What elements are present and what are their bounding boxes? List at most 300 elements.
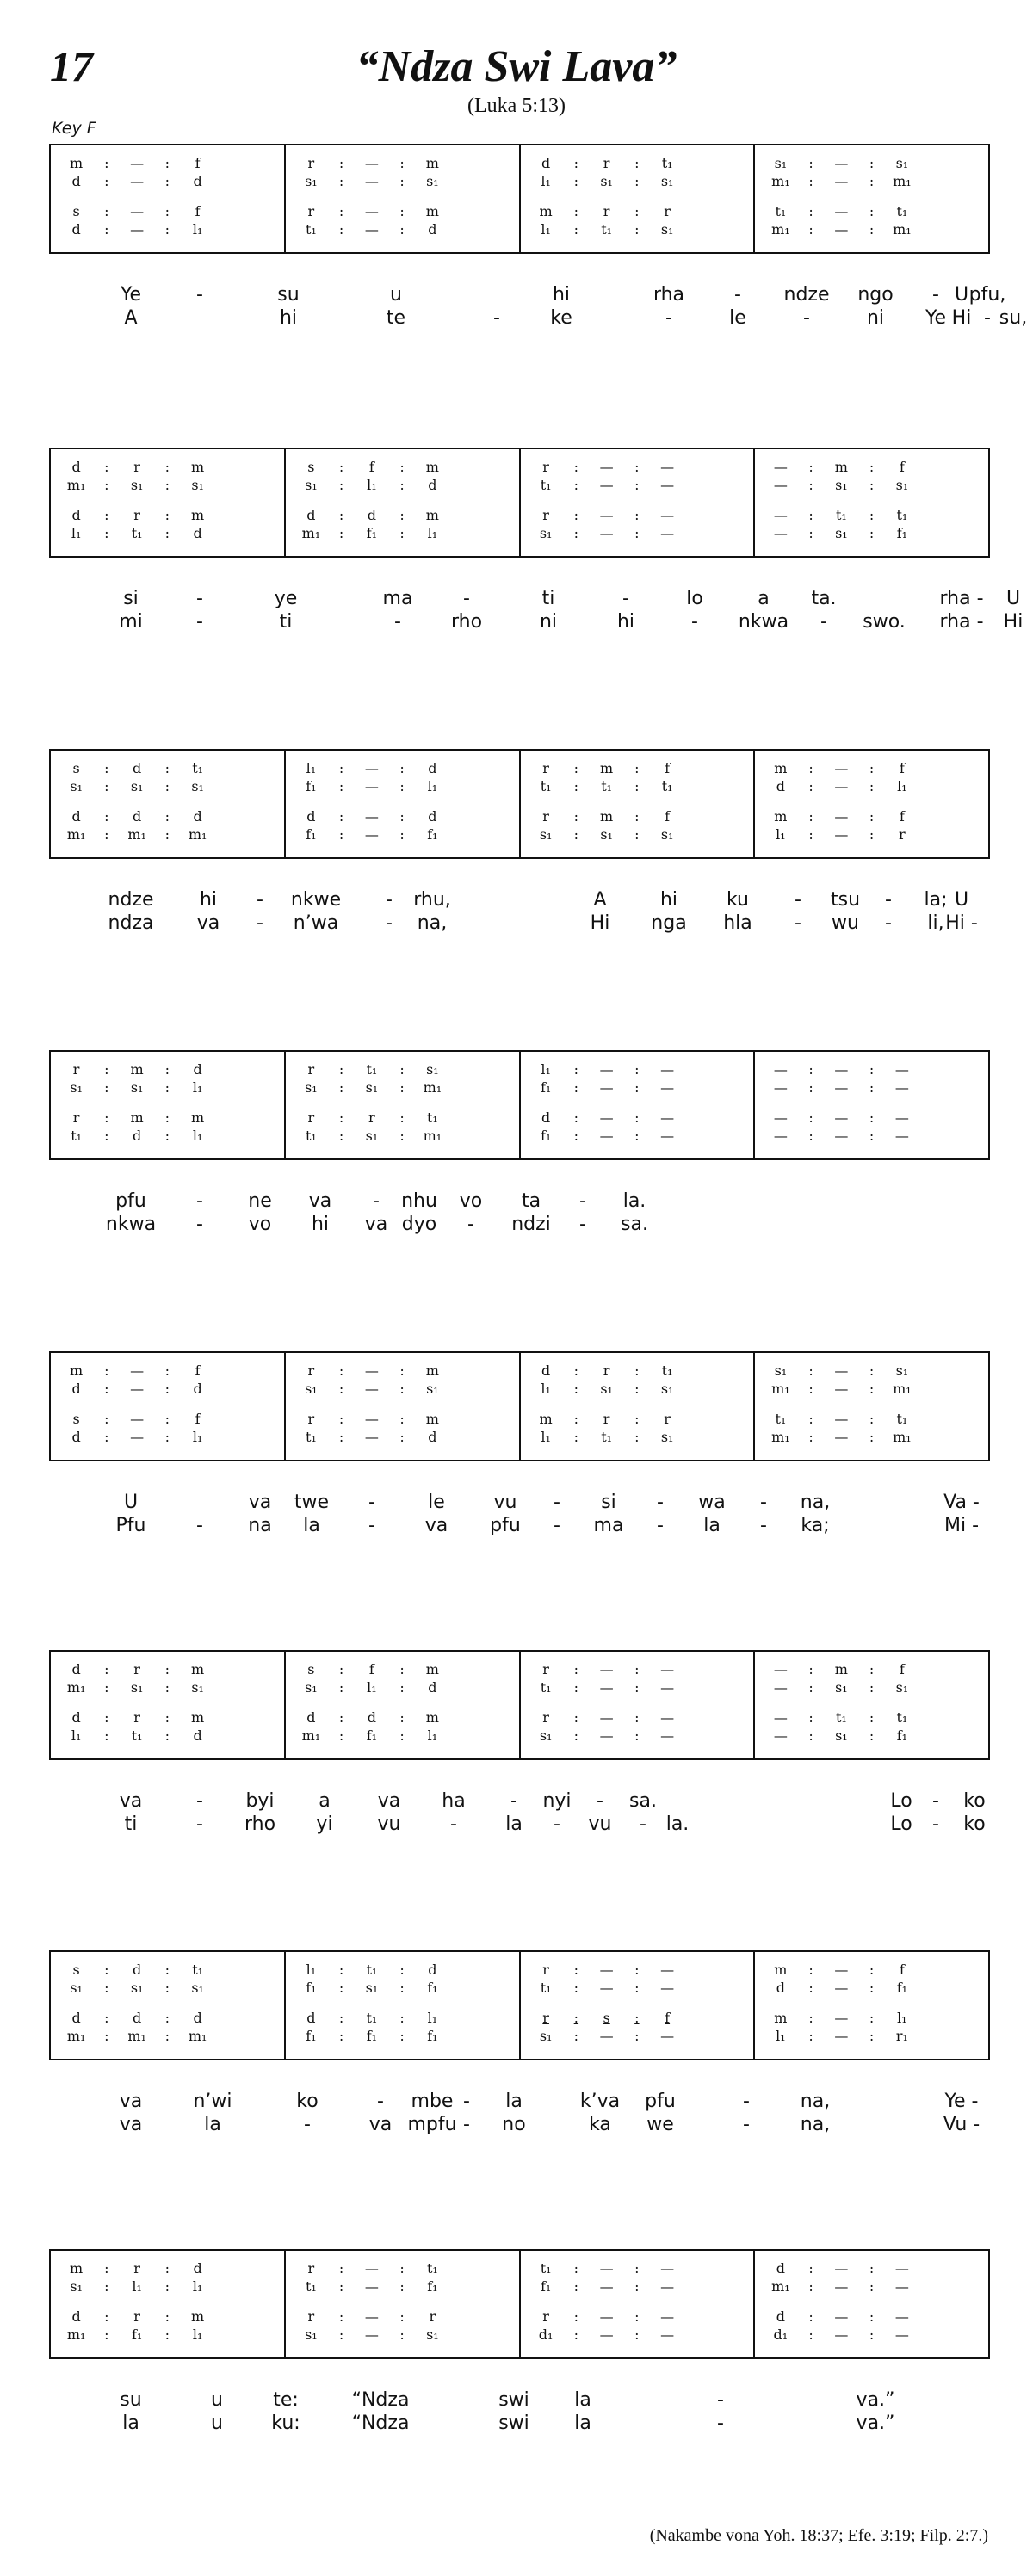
bass-row [765, 1726, 978, 1745]
lyric-syllable: a [319, 1790, 331, 1812]
solfa-note: — [834, 1362, 849, 1379]
beat-separator: : [573, 202, 579, 219]
solfa-note: — [660, 476, 675, 493]
beat-separator: : [104, 1979, 109, 1996]
tenor-row [296, 1708, 509, 1727]
solfa-note: — [599, 1127, 614, 1144]
beat-separator: : [164, 1727, 170, 1744]
beat-separator: : [869, 1362, 875, 1379]
solfa-note: m [191, 1109, 205, 1126]
beat-separator: : [573, 2277, 579, 2295]
solfa-note: — [660, 506, 675, 523]
solfa-note: m [834, 458, 848, 475]
solfa-note: m₁ [66, 2027, 86, 2044]
lyric-line-1 [75, 1790, 986, 1814]
beat-separator: : [164, 524, 170, 541]
beat-separator: : [164, 825, 170, 843]
bass-row [531, 1126, 744, 1145]
alto-row [765, 171, 978, 190]
lyric-syllable: Hi [1003, 611, 1024, 633]
alto-row [296, 1677, 509, 1696]
solfa-note: — [834, 1410, 849, 1427]
lyric-syllable: Ye [925, 307, 947, 329]
soprano-row [531, 153, 744, 172]
lyric-syllable: hi [659, 889, 678, 911]
solfa-note: f [195, 1410, 201, 1427]
beat-separator: : [869, 777, 875, 794]
beat-separator: : [869, 807, 875, 825]
solfa-note: t₁ [896, 1708, 908, 1726]
solfa-note: l₁ [427, 777, 438, 794]
lyric-syllable: - [463, 2091, 470, 2112]
lyric-syllable: - [463, 2114, 470, 2135]
lyric-syllable: ngo [857, 284, 894, 306]
solfa-note: m₁ [771, 2277, 790, 2295]
beat-separator: : [573, 1078, 579, 1096]
staff-box [49, 2249, 990, 2359]
lyric-syllable: - [463, 588, 470, 609]
beat-separator: : [808, 2027, 813, 2044]
alto-row [296, 475, 509, 494]
solfa-note: m [425, 1362, 439, 1379]
solfa-note: — [364, 202, 379, 219]
beat-separator: : [634, 202, 640, 219]
alto-row [61, 2276, 274, 2295]
beat-separator: : [399, 2277, 405, 2295]
solfa-note: — [773, 1109, 788, 1126]
bass-row [531, 523, 744, 542]
lyric-syllable: - [760, 1515, 767, 1536]
solfa-note: m [834, 1660, 848, 1677]
lyric-syllable: na, [417, 912, 448, 934]
lyric-syllable: rho [450, 611, 483, 633]
solfa-note: s₁ [774, 154, 788, 171]
soprano-row [296, 2258, 509, 2277]
lyric-syllable: te [386, 307, 406, 329]
alto-row [296, 1978, 509, 1997]
lyric-syllable: ko [963, 1790, 986, 1812]
lyric-syllable: vu [588, 1813, 612, 1835]
solfa-note: s₁ [130, 777, 144, 794]
solfa-note: f₁ [306, 825, 317, 843]
beat-separator: : [573, 2027, 579, 2044]
measure-2 [284, 1353, 519, 1460]
bass-row [61, 2026, 274, 2045]
lyric-syllable: - [386, 889, 393, 911]
soprano-row [765, 1059, 978, 1078]
solfa-note: d [193, 1060, 202, 1078]
solfa-note: f₁ [427, 825, 438, 843]
beat-separator: : [573, 825, 579, 843]
solfa-note: t₁ [775, 202, 787, 219]
lyric-syllable: U [1005, 588, 1021, 609]
beat-separator: : [869, 506, 875, 523]
lyric-syllable: - [196, 1214, 203, 1235]
solfa-note: s₁ [365, 1979, 379, 1996]
solfa-note: — [599, 1961, 614, 1978]
solfa-note: — [773, 1078, 788, 1096]
solfa-note: r [542, 458, 549, 475]
beat-separator: : [399, 1410, 405, 1427]
lyric-syllable: hi [279, 307, 298, 329]
beat-separator: : [869, 524, 875, 541]
lyric-syllable: na, [800, 2114, 831, 2135]
solfa-note: t₁ [835, 1708, 847, 1726]
beat-separator: : [104, 825, 109, 843]
beat-separator: : [808, 202, 813, 219]
alto-row [61, 1978, 274, 1997]
solfa-note: m [539, 202, 553, 219]
tenor-row [531, 505, 744, 524]
system-3 [49, 749, 990, 990]
solfa-note: — [660, 2027, 675, 2044]
system-1 [49, 144, 1028, 385]
solfa-note: — [834, 1428, 849, 1445]
lyric-syllable: rha [653, 284, 685, 306]
solfa-note: r [133, 1708, 140, 1726]
solfa-note: s₁ [895, 1678, 909, 1696]
solfa-note: t₁ [305, 1428, 317, 1445]
solfa-note: f₁ [427, 2277, 438, 2295]
solfa-note: l₁ [367, 1678, 377, 1696]
beat-separator: : [164, 1979, 170, 1996]
solfa-note: s₁ [305, 476, 318, 493]
beat-separator: : [869, 825, 875, 843]
solfa-note: s₁ [305, 2326, 318, 2343]
solfa-note: r [307, 1109, 315, 1126]
soprano-row [765, 758, 978, 777]
lyric-syllable: n’wi [193, 2091, 232, 2112]
solfa-note: d [541, 1109, 551, 1126]
lyric-syllable: - [885, 889, 892, 911]
lyric-line-1 [75, 588, 1021, 612]
beat-separator: : [399, 154, 405, 171]
beat-separator: : [164, 807, 170, 825]
lyric-line-2 [75, 1515, 980, 1539]
solfa-note: — [364, 1362, 379, 1379]
lyric-syllable: Pfu [115, 1515, 146, 1536]
alto-row [531, 1078, 744, 1096]
beat-separator: : [104, 506, 109, 523]
beat-separator: : [869, 1410, 875, 1427]
solfa-note: l₁ [192, 1127, 203, 1144]
solfa-note: l₁ [897, 777, 907, 794]
beat-separator: : [164, 506, 170, 523]
alto-row [61, 171, 274, 190]
beat-separator: : [164, 172, 170, 189]
lyric-syllable: ndza [108, 912, 154, 934]
solfa-note: — [599, 2307, 614, 2325]
system-8 [49, 2249, 990, 2490]
lyric-syllable: nhu [401, 1190, 437, 1212]
measure-4 [753, 1353, 988, 1460]
soprano-row [296, 457, 509, 476]
solfa-note: f [665, 807, 671, 825]
lyric-syllable: swo. [863, 611, 906, 633]
solfa-note: — [660, 1660, 675, 1677]
solfa-note: d [71, 2307, 81, 2325]
solfa-note: d [71, 220, 81, 238]
solfa-note: m₁ [423, 1078, 442, 1096]
beat-separator: : [634, 1961, 640, 1978]
tenor-row [531, 201, 744, 220]
tenor-row [296, 201, 509, 220]
beat-separator: : [338, 1109, 344, 1126]
lyric-syllable: Hi [951, 307, 972, 329]
beat-separator: : [399, 1979, 405, 1996]
beat-separator: : [164, 777, 170, 794]
beat-separator: : [573, 2307, 579, 2325]
beat-separator: : [338, 2277, 344, 2295]
solfa-note: — [364, 2277, 379, 2295]
solfa-note: s₁ [191, 1678, 204, 1696]
lyric-syllable: - [196, 611, 203, 633]
lyric-syllable: va [364, 1214, 388, 1235]
lyric-syllable: va.” [856, 2389, 895, 2411]
solfa-note: — [660, 1979, 675, 1996]
lyric-syllable: nga [651, 912, 687, 934]
beat-separator: : [399, 759, 405, 776]
lyric-syllable: la. [622, 1190, 646, 1212]
beat-separator: : [399, 506, 405, 523]
bass-row [296, 825, 509, 843]
beat-separator: : [634, 1362, 640, 1379]
solfa-note: — [894, 1109, 909, 1126]
lyric-syllable: “Ndza [351, 2412, 410, 2434]
staff-box [49, 1351, 990, 1461]
beat-separator: : [808, 759, 813, 776]
bass-row [531, 825, 744, 843]
lyric-syllable: ka; [801, 1515, 830, 1536]
solfa-note: r [133, 458, 140, 475]
soprano-row [296, 1059, 509, 1078]
beat-separator: : [808, 1428, 813, 1445]
beat-separator: : [399, 2307, 405, 2325]
beat-separator: : [338, 172, 344, 189]
beat-separator: : [869, 1979, 875, 1996]
beat-separator: : [634, 807, 640, 825]
measure-3 [519, 1353, 754, 1460]
measure-3 [519, 751, 754, 857]
solfa-note: f [368, 458, 374, 475]
lyric-syllable: ko [963, 1813, 986, 1835]
beat-separator: : [104, 2307, 109, 2325]
solfa-note: m [600, 759, 614, 776]
solfa-note: — [773, 524, 788, 541]
lyric-syllable: - [257, 912, 263, 934]
beat-separator: : [164, 476, 170, 493]
measure-1 [51, 1353, 284, 1460]
solfa-note: s₁ [70, 1078, 83, 1096]
lyric-syllable: si [601, 1492, 616, 1513]
solfa-note: d [71, 172, 81, 189]
beat-separator: : [399, 1961, 405, 1978]
beat-separator: : [338, 2009, 344, 2026]
scripture-reference: (Nakambe vona Yoh. 18:37; Efe. 3:19; Filp. 2:7.) [649, 2526, 988, 2545]
solfa-note: s₁ [660, 825, 674, 843]
solfa-note: s₁ [895, 1362, 909, 1379]
beat-separator: : [104, 1380, 109, 1397]
beat-separator: : [573, 1060, 579, 1078]
beat-separator: : [808, 476, 813, 493]
soprano-row [531, 1059, 744, 1078]
solfa-note: — [773, 506, 788, 523]
beat-separator: : [164, 1060, 170, 1078]
lyric-syllable: - [657, 1492, 664, 1513]
measure-4 [753, 2251, 988, 2357]
soprano-row [61, 153, 274, 172]
lyric-syllable: la. [665, 1813, 690, 1835]
bass-row [61, 2325, 274, 2344]
solfa-note: r [133, 1660, 140, 1677]
bass-row [531, 2325, 744, 2344]
lyric-syllable: n’wa [293, 912, 339, 934]
beat-separator: : [164, 1362, 170, 1379]
beat-separator: : [869, 476, 875, 493]
beat-separator: : [573, 2326, 579, 2343]
lyric-syllable: wu [832, 912, 859, 934]
tenor-row [765, 2307, 978, 2326]
lyric-syllable: - [304, 2114, 311, 2135]
beat-separator: : [338, 1727, 344, 1744]
beat-separator: : [634, 220, 640, 238]
beat-separator: : [634, 458, 640, 475]
solfa-note: t₁ [896, 202, 908, 219]
solfa-note: — [773, 1708, 788, 1726]
lyric-syllable: - [795, 912, 801, 934]
lyric-syllable: ku [726, 889, 750, 911]
beat-separator: : [164, 2326, 170, 2343]
bass-row [61, 825, 274, 843]
beat-separator: : [164, 1961, 170, 1978]
lyric-line-2 [75, 2114, 980, 2138]
beat-separator: : [164, 154, 170, 171]
alto-row [296, 171, 509, 190]
solfa-note: t₁ [601, 220, 613, 238]
beat-separator: : [634, 1127, 640, 1144]
solfa-note: d [71, 506, 81, 523]
solfa-note: m₁ [893, 1428, 912, 1445]
lyric-syllable: ndze [783, 284, 830, 306]
system-5 [49, 1351, 990, 1592]
solfa-note: — [834, 807, 849, 825]
lyric-syllable: ye [274, 588, 298, 609]
beat-separator: : [573, 1660, 579, 1677]
lyric-syllable: no [502, 2114, 526, 2135]
lyric-syllable: dyo [401, 1214, 437, 1235]
soprano-row [531, 1659, 744, 1678]
solfa-note: d [193, 2009, 202, 2026]
tenor-row [765, 505, 978, 524]
lyric-syllable: sa. [629, 1790, 657, 1812]
solfa-note: m [425, 154, 439, 171]
solfa-note: d [776, 1979, 785, 1996]
lyric-syllable: la [505, 1813, 523, 1835]
beat-separator: : [573, 524, 579, 541]
solfa-note: r [307, 2259, 315, 2276]
measure-4 [753, 1952, 988, 2059]
lyric-syllable: Lo [890, 1813, 912, 1835]
beat-separator: : [104, 220, 109, 238]
solfa-note: d [71, 458, 81, 475]
solfa-note: — [834, 202, 849, 219]
solfa-note: l₁ [427, 524, 438, 541]
solfa-note: t₁ [305, 2277, 317, 2295]
lyric-syllable: ta [521, 1190, 541, 1212]
solfa-note: — [599, 1060, 614, 1078]
tenor-row [765, 201, 978, 220]
solfa-note: f [665, 759, 671, 776]
tenor-row [61, 806, 274, 825]
beat-separator: : [573, 154, 579, 171]
beat-separator: : [338, 1410, 344, 1427]
solfa-note: d [71, 1660, 81, 1677]
beat-separator: : [634, 2307, 640, 2325]
solfa-note: l₁ [192, 220, 203, 238]
solfa-note: s₁ [365, 1078, 379, 1096]
lyric-syllable: ma [593, 1515, 624, 1536]
beat-separator: : [573, 1727, 579, 1744]
beat-separator: : [634, 506, 640, 523]
solfa-note: s₁ [600, 1380, 613, 1397]
beat-separator: : [399, 1708, 405, 1726]
beat-separator: : [634, 2027, 640, 2044]
beat-separator: : [808, 1961, 813, 1978]
beat-separator: : [808, 1410, 813, 1427]
beat-separator: : [164, 1678, 170, 1696]
solfa-note: — [130, 220, 145, 238]
solfa-note: — [660, 2326, 675, 2343]
lyric-syllable: vu [493, 1492, 517, 1513]
beat-separator: : [573, 172, 579, 189]
lyric-syllable: - [795, 889, 801, 911]
measure-1 [51, 1652, 284, 1758]
lyric-syllable: su [277, 284, 300, 306]
measure-4 [753, 1652, 988, 1758]
solfa-note: r [429, 2307, 436, 2325]
beat-separator: : [634, 1428, 640, 1445]
solfa-note: l₁ [541, 1380, 551, 1397]
solfa-note: — [834, 759, 849, 776]
alto-row [531, 2276, 744, 2295]
measure-1 [51, 145, 284, 252]
solfa-note: t₁ [131, 1727, 143, 1744]
beat-separator: : [338, 476, 344, 493]
beat-separator: : [869, 2009, 875, 2026]
beat-separator: : [869, 1380, 875, 1397]
solfa-note: r [542, 2009, 549, 2026]
lyric-syllable: ndzi [511, 1214, 551, 1235]
solfa-note: m [774, 807, 788, 825]
solfa-note: t₁ [661, 154, 673, 171]
solfa-note: — [894, 2326, 909, 2343]
lyric-syllable: - [554, 1813, 560, 1835]
lyric-syllable: va [119, 2114, 143, 2135]
lyric-syllable: la [574, 2389, 591, 2411]
tenor-row [61, 201, 274, 220]
beat-separator: : [869, 1127, 875, 1144]
solfa-note: s₁ [539, 1727, 553, 1744]
solfa-note: s [72, 759, 80, 776]
alto-row [531, 1677, 744, 1696]
solfa-note: d [306, 807, 316, 825]
solfa-note: f₁ [896, 1727, 908, 1744]
solfa-note: — [599, 1078, 614, 1096]
beat-separator: : [573, 1678, 579, 1696]
tenor-row [296, 806, 509, 825]
solfa-note: l₁ [367, 476, 377, 493]
solfa-note: f₁ [427, 1979, 438, 1996]
